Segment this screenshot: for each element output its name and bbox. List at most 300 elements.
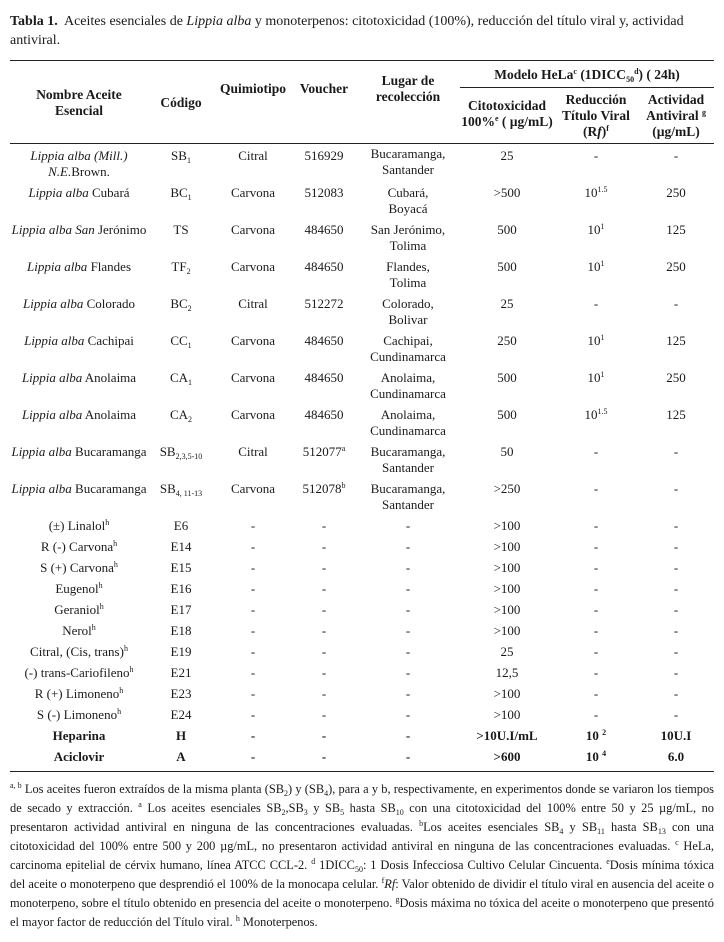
cell-name-text: Nerol [62, 623, 92, 638]
cell-citotoxicidad [460, 726, 554, 747]
cell-name-text: (±) Linalol [48, 518, 106, 533]
cell-actividad-text: 125 [666, 407, 686, 422]
note-a-sub1: 2 [281, 808, 286, 817]
cell-name [10, 294, 148, 331]
cell-name [10, 144, 148, 184]
cell-actividad-text: 125 [666, 222, 686, 237]
name-sup: h [123, 644, 128, 653]
cell-lugar-text: - [405, 665, 411, 680]
cell-quimiotipo-text: Carvona [230, 481, 276, 496]
cell-lugar [356, 257, 460, 294]
table-row [10, 663, 714, 684]
cell-reduccion-text: - [593, 623, 599, 638]
table-footnotes [10, 780, 714, 932]
cell-voucher [292, 405, 356, 442]
cell-actividad-text: 125 [666, 333, 686, 348]
cell-reduccion-text: - [593, 602, 599, 617]
cell-code [148, 442, 214, 479]
cell-voucher [292, 621, 356, 642]
cell-reduccion-text: - [593, 560, 599, 575]
cell-actividad [638, 442, 714, 479]
cell-voucher-text: 512078 [302, 481, 342, 496]
cell-actividad-text: 250 [666, 185, 686, 200]
cell-voucher-text: 484650 [304, 370, 344, 385]
cell-voucher [292, 600, 356, 621]
name-sup: h [98, 581, 103, 590]
cell-name [10, 621, 148, 642]
cell-name-text: (-) trans-Cariofileno [24, 665, 130, 680]
header-nombre: Nombre Aceite Esencial [10, 61, 148, 144]
cell-citotoxicidad [460, 621, 554, 642]
header-quimiotipo: Quimiotipo [214, 61, 292, 144]
name-sup: h [105, 518, 110, 527]
cell-lugar [356, 368, 460, 405]
cell-reduccion-text: 10 [584, 185, 598, 200]
cell-actividad-text: - [673, 623, 679, 638]
cell-citotoxicidad [460, 663, 554, 684]
note-b-1: Los aceites esenciales SB [423, 820, 560, 834]
cell-name [10, 747, 148, 772]
cell-reduccion [554, 442, 638, 479]
cell-reduccion-text: - [593, 665, 599, 680]
cell-code [148, 257, 214, 294]
table-row [10, 684, 714, 705]
cell-quimiotipo [214, 558, 292, 579]
name-sup: h [91, 623, 96, 632]
cell-quimiotipo [214, 705, 292, 726]
cell-citotoxicidad-text: >100 [493, 686, 521, 701]
cell-voucher-text: 512272 [304, 296, 344, 311]
cell-quimiotipo-text: Carvona [230, 259, 276, 274]
cell-quimiotipo-text: Carvona [230, 333, 276, 348]
header-lugar: Lugar de recolección [356, 61, 460, 144]
cell-voucher-text: 512083 [304, 185, 344, 200]
cell-quimiotipo-text: - [250, 707, 256, 722]
cell-code-text: BC [170, 296, 188, 311]
code-subscript: 1 [186, 156, 191, 165]
note-a-sub3: 5 [340, 808, 345, 817]
cell-name-text: Geraniol [54, 602, 100, 617]
cell-quimiotipo-text: Citral [238, 444, 268, 459]
actividad-unit: (µg/mL) [652, 124, 700, 139]
cell-code [148, 516, 214, 537]
note-b-2: y SB [563, 820, 598, 834]
cell-code [148, 747, 214, 772]
note-f-1: : Valor obtenido de dividir el título viral en ausencia del aceite o monoterpeno, sobre el título obtenido en presencia del aceite o monoterpeno. [10, 877, 714, 910]
cell-reduccion [554, 684, 638, 705]
variety-name: Bucaramanga [71, 481, 147, 496]
group-sup-c: c [573, 67, 577, 76]
cell-name-text: Aciclovir [53, 749, 105, 764]
cell-reduccion [554, 144, 638, 184]
cell-voucher [292, 558, 356, 579]
cell-quimiotipo [214, 183, 292, 220]
cell-name [10, 442, 148, 479]
cell-citotoxicidad-text: >100 [493, 623, 521, 638]
species-name: Lippia alba [21, 370, 83, 385]
cell-quimiotipo [214, 600, 292, 621]
cell-code [148, 558, 214, 579]
note-f-sup: f [381, 876, 385, 885]
cell-reduccion [554, 220, 638, 257]
header-actividad [638, 88, 714, 144]
cell-citotoxicidad-text: 500 [497, 222, 517, 237]
cell-quimiotipo [214, 331, 292, 368]
cell-quimiotipo [214, 405, 292, 442]
cell-quimiotipo-text: - [250, 665, 256, 680]
cell-reduccion [554, 479, 638, 516]
cell-reduccion [554, 558, 638, 579]
cell-lugar [356, 579, 460, 600]
cell-reduccion-text: - [593, 539, 599, 554]
cell-actividad [638, 705, 714, 726]
cell-code-text: CA [169, 407, 189, 422]
cell-reduccion-text: - [593, 296, 599, 311]
cell-reduccion-text: 10 [584, 407, 598, 422]
cell-lugar [356, 183, 460, 220]
cell-code-text: SB [171, 148, 187, 163]
cell-citotoxicidad-text: 500 [497, 407, 517, 422]
cell-actividad-text: - [673, 707, 679, 722]
cell-lugar [356, 479, 460, 516]
cell-quimiotipo-text: - [250, 518, 256, 533]
cell-quimiotipo-text: Carvona [230, 185, 276, 200]
cell-code-text: CA [169, 370, 189, 385]
cell-actividad-text: - [673, 481, 679, 496]
cell-citotoxicidad [460, 368, 554, 405]
cell-actividad [638, 558, 714, 579]
note-a-sub4: 10 [395, 808, 404, 817]
cell-reduccion-text: 10 [585, 749, 603, 764]
species-name: Lippia alba [28, 185, 89, 200]
cell-citotoxicidad [460, 537, 554, 558]
code-subscript: 1 [188, 378, 193, 387]
cell-actividad [638, 331, 714, 368]
cell-quimiotipo [214, 684, 292, 705]
cell-reduccion-text: - [593, 644, 599, 659]
cell-actividad [638, 368, 714, 405]
cell-code-text: E16 [170, 581, 192, 596]
cell-actividad [638, 747, 714, 772]
cell-actividad-text: - [673, 148, 679, 163]
cell-code [148, 144, 214, 184]
cell-lugar-text: - [405, 707, 411, 722]
cell-lugar [356, 144, 460, 184]
cell-actividad [638, 516, 714, 537]
cell-lugar-text: Flandes, Tolima [386, 259, 430, 290]
cell-citotoxicidad-text: 250 [497, 333, 517, 348]
cell-voucher [292, 294, 356, 331]
table-row [10, 257, 714, 294]
cell-code [148, 726, 214, 747]
note-a-4: hasta SB [344, 801, 396, 815]
cell-voucher-text: 484650 [304, 222, 344, 237]
cell-name [10, 257, 148, 294]
cell-code-text: SB [159, 444, 176, 459]
cell-quimiotipo-text: - [250, 686, 256, 701]
table-body [10, 144, 714, 772]
cell-name-text: R (-) Carvona [40, 539, 114, 554]
table-row [10, 368, 714, 405]
cell-citotoxicidad-text: >100 [493, 581, 521, 596]
cell-citotoxicidad [460, 442, 554, 479]
header-voucher: Voucher [292, 61, 356, 144]
table-row [10, 621, 714, 642]
cell-actividad [638, 405, 714, 442]
cell-lugar-text: - [405, 728, 411, 743]
cell-code [148, 642, 214, 663]
species-name: Lippia alba [11, 481, 72, 496]
cell-citotoxicidad-text: >500 [493, 185, 521, 200]
cell-actividad [638, 642, 714, 663]
cell-reduccion [554, 331, 638, 368]
cell-citotoxicidad [460, 600, 554, 621]
cell-lugar [356, 642, 460, 663]
note-b-sub2: 11 [597, 827, 605, 836]
note-c-1: HeLa, carcinoma epitelial de cérvix humano, línea ATCC CCL-2. [10, 839, 714, 872]
cell-voucher [292, 516, 356, 537]
cell-quimiotipo-text: Carvona [230, 222, 276, 237]
cell-quimiotipo [214, 294, 292, 331]
cell-reduccion-text: - [593, 148, 599, 163]
cell-quimiotipo [214, 663, 292, 684]
cell-code-text: TF [171, 259, 187, 274]
variety-name: Anolaima [82, 407, 137, 422]
cell-code-text: E15 [170, 560, 192, 575]
cell-lugar-text: - [405, 686, 411, 701]
cell-voucher-text: 516929 [304, 148, 344, 163]
species-name: Lippia alba San [11, 222, 95, 237]
cell-lugar [356, 663, 460, 684]
cell-voucher [292, 537, 356, 558]
cell-voucher-text: - [321, 539, 327, 554]
reduccion-italic: f [597, 124, 602, 139]
cell-citotoxicidad-text: >100 [493, 560, 521, 575]
cell-lugar-text: - [405, 518, 411, 533]
variety-name: Cachipai [84, 333, 134, 348]
cell-name-text: R (+) Limoneno [34, 686, 120, 701]
cell-quimiotipo-text: Citral [238, 296, 268, 311]
variety-name: Colorado [83, 296, 135, 311]
reduccion-exponent: 1 [600, 370, 605, 379]
cell-citotoxicidad-text: 50 [500, 444, 514, 459]
variety-name: Jerónimo [94, 222, 147, 237]
cell-quimiotipo-text: - [250, 623, 256, 638]
cell-reduccion [554, 368, 638, 405]
cell-quimiotipo-text: - [250, 728, 256, 743]
cell-voucher [292, 579, 356, 600]
cell-lugar [356, 705, 460, 726]
cell-citotoxicidad [460, 558, 554, 579]
reduccion-text: Reducción Título Viral (R [562, 92, 630, 139]
note-d-sup: d [311, 857, 316, 866]
note-a-1: Los aceites esenciales SB [141, 801, 282, 815]
cell-citotoxicidad-text: 25 [500, 148, 514, 163]
cell-voucher-text: 484650 [304, 259, 344, 274]
cell-reduccion [554, 294, 638, 331]
citotox-sup: e [494, 114, 499, 123]
note-d-2: : 1 Dosis Infecciosa Cultivo Celular Cincuenta. [362, 858, 607, 872]
cell-voucher-text: - [321, 728, 327, 743]
cell-voucher-text: - [321, 707, 327, 722]
cell-citotoxicidad-text: 25 [500, 644, 514, 659]
cell-name [10, 684, 148, 705]
table-caption [10, 12, 714, 50]
cell-reduccion [554, 642, 638, 663]
cell-voucher [292, 642, 356, 663]
group-sup-d: d [634, 67, 639, 76]
note-g-1: Dosis máxima no tóxica del aceite o monoterpeno que presentó el mayor factor de reducción del Título viral. [10, 896, 714, 929]
note-e-1: Dosis mínima tóxica del aceite o monoterpeno que desprendió el 100% de la monocapa celular. [10, 858, 714, 891]
table-row [10, 726, 714, 747]
cell-citotoxicidad [460, 579, 554, 600]
cell-lugar [356, 600, 460, 621]
cell-code [148, 294, 214, 331]
note-e-sup: e [606, 857, 610, 866]
cell-citotoxicidad-text: >10U.I/mL [476, 728, 538, 743]
cell-reduccion [554, 621, 638, 642]
variety-name: Anolaima [82, 370, 137, 385]
species-name: Lippia alba [24, 333, 85, 348]
group-sub-50: 50 [626, 75, 635, 84]
cell-quimiotipo [214, 537, 292, 558]
cell-lugar [356, 726, 460, 747]
reduccion-close: ) [601, 124, 607, 139]
cell-quimiotipo-text: Carvona [230, 407, 276, 422]
reduccion-exponent: 1 [600, 222, 605, 231]
cell-reduccion [554, 747, 638, 772]
cell-quimiotipo-text: - [250, 644, 256, 659]
code-subscript: 4, 11-13 [175, 489, 203, 498]
cell-quimiotipo [214, 144, 292, 184]
cell-citotoxicidad [460, 479, 554, 516]
cell-actividad-text: - [673, 686, 679, 701]
cell-citotoxicidad [460, 183, 554, 220]
note-b-4: con una citotoxicidad del 100% entre 500 y 200 µg/mL, no presentaron actividad antiviral en ninguna de las concentraciones evaluadas. [10, 820, 715, 853]
reduccion-exponent: 1.5 [597, 185, 608, 194]
cell-quimiotipo-text: - [250, 749, 256, 764]
cell-voucher [292, 368, 356, 405]
cell-name [10, 405, 148, 442]
reduccion-exponent: 1 [600, 333, 605, 342]
cell-voucher [292, 220, 356, 257]
cell-reduccion-text: 10 [585, 728, 603, 743]
cell-actividad [638, 579, 714, 600]
cell-reduccion [554, 600, 638, 621]
cell-voucher [292, 183, 356, 220]
note-ab-3: ), para a y b, respectivamente, en experimentos donde se variaron los tiempos de secado y extracción. [10, 782, 714, 815]
cell-quimiotipo [214, 642, 292, 663]
cell-quimiotipo-text: - [250, 539, 256, 554]
species-name: Lippia alba [11, 444, 72, 459]
name-sup: h [99, 602, 104, 611]
cell-reduccion-text: 10 [587, 333, 601, 348]
cell-actividad [638, 684, 714, 705]
note-b-3: hasta SB [604, 820, 658, 834]
cell-name [10, 642, 148, 663]
cell-reduccion-text: - [593, 707, 599, 722]
table-row [10, 144, 714, 184]
table-row [10, 747, 714, 772]
cell-citotoxicidad-text: >100 [493, 518, 521, 533]
note-a-3: y SB [307, 801, 341, 815]
cell-code-text: E18 [170, 623, 192, 638]
cell-reduccion-text: - [593, 444, 599, 459]
cell-lugar [356, 747, 460, 772]
cell-quimiotipo-text: - [250, 602, 256, 617]
cell-citotoxicidad-text: 500 [497, 370, 517, 385]
cell-lugar-text: - [405, 623, 411, 638]
caption-species: Lippia alba [186, 14, 252, 29]
cell-code-text: E14 [170, 539, 192, 554]
note-b-sub3: 13 [657, 827, 666, 836]
cell-citotoxicidad [460, 516, 554, 537]
cell-lugar [356, 442, 460, 479]
cell-voucher-text: - [321, 602, 327, 617]
cell-citotoxicidad [460, 144, 554, 184]
cell-lugar [356, 331, 460, 368]
variety-name: Flandes [87, 259, 132, 274]
cell-citotoxicidad [460, 684, 554, 705]
cell-code-text: A [176, 749, 186, 764]
cell-citotoxicidad-text: 12,5 [495, 665, 519, 680]
cell-name [10, 537, 148, 558]
cell-actividad-text: - [673, 296, 679, 311]
cell-actividad-text: - [673, 560, 679, 575]
note-f-italic: Rf [384, 877, 396, 891]
cell-name [10, 220, 148, 257]
cell-code-text: CC [170, 333, 188, 348]
cell-code [148, 405, 214, 442]
cell-voucher-text: - [321, 749, 327, 764]
cell-citotoxicidad-text: >600 [493, 749, 521, 764]
cell-lugar [356, 294, 460, 331]
table-row [10, 294, 714, 331]
cell-voucher-text: - [321, 518, 327, 533]
cell-lugar-text: - [405, 602, 411, 617]
cell-actividad [638, 144, 714, 184]
cell-citotoxicidad-text: >250 [493, 481, 521, 496]
cell-voucher [292, 331, 356, 368]
cell-name [10, 600, 148, 621]
cell-name [10, 663, 148, 684]
cell-lugar [356, 220, 460, 257]
table-row [10, 479, 714, 516]
cell-lugar [356, 684, 460, 705]
cell-name [10, 368, 148, 405]
cell-voucher-text: - [321, 686, 327, 701]
cell-citotoxicidad [460, 747, 554, 772]
note-h-1: Monoterpenos. [239, 915, 318, 929]
cell-lugar-text: - [405, 644, 411, 659]
cell-lugar-text: Bucaramanga, Santander [370, 444, 446, 475]
cell-voucher [292, 442, 356, 479]
cell-citotoxicidad-text: >100 [493, 539, 521, 554]
cell-code-text: H [175, 728, 187, 743]
cell-reduccion-text: - [593, 686, 599, 701]
cell-quimiotipo [214, 726, 292, 747]
cell-lugar-text: Bucaramanga, Santander [370, 146, 446, 177]
cell-actividad [638, 220, 714, 257]
note-ab-sup: a, b [10, 781, 22, 790]
code-subscript: 2,3,5-10 [175, 452, 203, 461]
cell-actividad-text: 10U.I [660, 728, 692, 743]
note-ab-1: Los aceites fueron extraídos de la misma planta (SB [21, 782, 285, 796]
cell-lugar-text: Anolaima, Cundinamarca [370, 407, 446, 438]
species-name: Lippia alba (Mill.) N.E. [30, 148, 128, 179]
cell-reduccion-text: - [593, 581, 599, 596]
cell-name [10, 558, 148, 579]
